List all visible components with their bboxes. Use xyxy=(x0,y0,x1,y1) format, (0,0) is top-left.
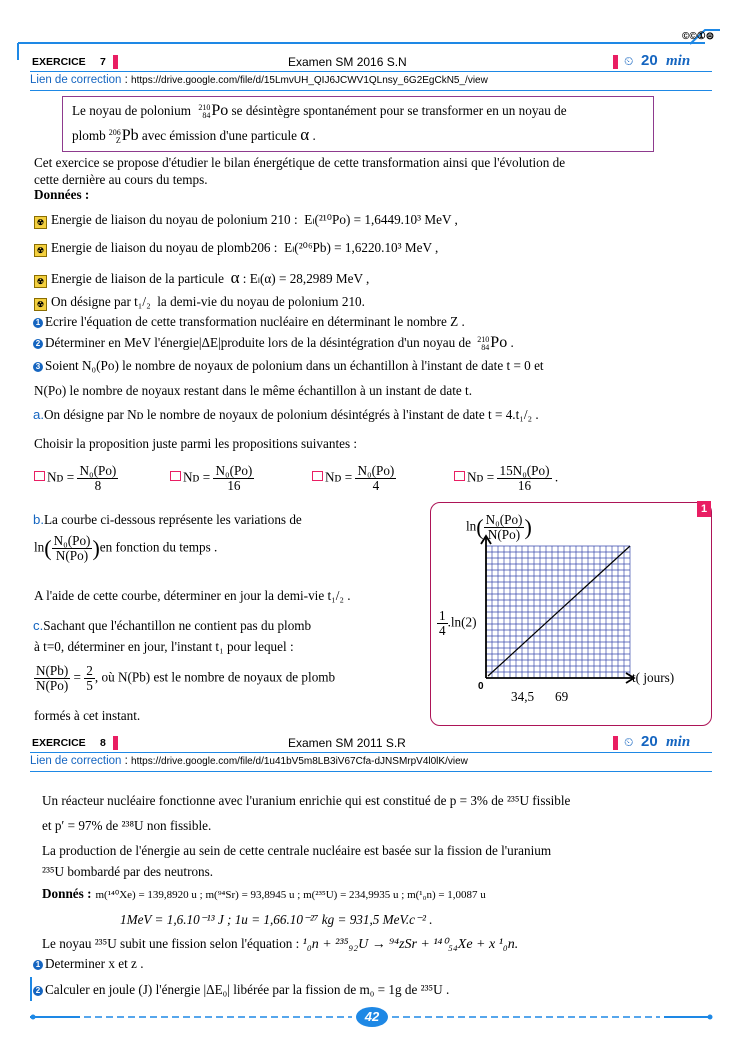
ex7-header xyxy=(30,54,712,72)
clock-icon: ⏲ xyxy=(624,54,634,68)
data-line-3: ☢ Energie de liaison de la particule α : Eₗ(α) = 28,2989 MeV , xyxy=(34,268,369,288)
link-url[interactable]: https://drive.google.com/file/d/15LmvUH_QIJ6JCWV1QLnsy_6G2EgCkN5_/view xyxy=(131,75,488,86)
ex8-question-2: 2 Calculer en joule (J) l'énergie |ΔE₀| libérée par la fission de m₀ = 1g de ²³⁵U . xyxy=(33,982,449,998)
ex8-header xyxy=(30,735,712,753)
ex7-correction-link[interactable]: Lien de correction : https://drive.google.com/file/d/15LmvUH_QIJ6JCWV1QLnsy_6G2EgCkN5_/view xyxy=(30,74,488,86)
clock-icon: ⏲ xyxy=(624,735,634,749)
proposition-d[interactable]: Nᴅ = $\frac{\text{15N₀(Po)}}{16}$ . xyxy=(454,464,558,493)
graph-y-label: ln( $\frac{\text{N₀(Po)}}{N(Po)}$ ) xyxy=(466,512,532,542)
ex7-tag: EXERCICE xyxy=(32,56,86,68)
ex7-question-c: c.Sachant que l'échantillon ne contient pas du plomb xyxy=(33,618,312,633)
ex7-divider xyxy=(30,90,712,91)
ratio-expression: $\frac{N(Pb)}{N(Po)}$ = $\frac{2}{5}$ , où N(Pb) est le nombre de noyaux de plomb xyxy=(36,663,336,693)
proposition-b[interactable]: Nᴅ = $\frac{\text{N₀(Po)}}{16}$ xyxy=(170,464,254,493)
ex7-para2: cette dernière au cours du temps. xyxy=(34,172,208,187)
graph-x-tick-1: 34,5 xyxy=(511,689,535,704)
radiation-icon: ☢ xyxy=(34,244,47,257)
graph-badge: 1 xyxy=(697,501,711,517)
page-number: 42 xyxy=(364,1009,380,1024)
ex7-choose: Choisir la proposition juste parmi les propositions suivantes : xyxy=(34,436,358,451)
data-line-1: ☢ Energie de liaison du noyau de polonium 210 : Eₗ(²¹⁰Po) = 1,6449.10³ MeV , xyxy=(34,212,458,229)
ex8-number: 8 xyxy=(100,737,106,749)
ex7-para1: Cet exercice se propose d'étudier le bilan énergétique de cette transformation ainsi que l'évolution de xyxy=(34,155,566,170)
question-bullet: 1 xyxy=(33,318,43,328)
ex7-question-1: 1 Ecrire l'équation de cette transformation nucléaire en déterminant le nombre Z . xyxy=(33,314,465,330)
ex7-time-marker xyxy=(613,55,618,69)
ex8-correction-link[interactable]: Lien de correction : https://drive.google.com/file/d/1u41bV5m8LB3iV67Cfa-dJNSMrpV4l0lK/view xyxy=(30,755,468,767)
question-bullet: 3 xyxy=(33,362,43,372)
data-line-2: ☢ Energie de liaison du noyau de plomb206 : Eₗ(²⁰⁶Pb) = 1,6220.10³ MeV , xyxy=(34,240,438,257)
link-url[interactable]: https://drive.google.com/file/d/1u41bV5m8LB3iV67Cfa-dJNSMrpV4l0lK/view xyxy=(131,756,468,767)
ex8-line3: La production de l'énergie au sein de cette centrale nucléaire est basée sur la fission de l'uranium xyxy=(42,843,552,858)
question-bullet: 2 xyxy=(33,339,43,349)
data-line-4: ☢ On désigne par t₁/₂ la demi-vie du noyau de polonium 210. xyxy=(34,294,365,311)
radiation-icon: ☢ xyxy=(34,216,47,229)
ex7-question-c4: formés à cet instant. xyxy=(34,708,141,723)
ex7-question-3a: 3 Soient N₀(Po) le nombre de noyaux de polonium dans un échantillon à l'instant de date t = 0 et xyxy=(33,358,544,374)
ex7-question-a: a.On désigne par Nᴅ le nombre de noyaux de polonium désintégrés à l'instant de date t = 4.t₁/₂ . xyxy=(33,407,539,422)
ex8-side-line xyxy=(30,977,32,1001)
link-label: Lien de correction xyxy=(30,74,122,86)
ex8-fission: Le noyau ²³⁵U subit une fission selon l'équation : ¹₀n + ²³⁵₉₂U → ⁹⁴zSr + ¹⁴⁰₅₄Xe + x ¹₀n. xyxy=(42,936,519,952)
ex8-time-marker xyxy=(613,736,618,750)
graph-origin: 0 xyxy=(478,681,484,692)
ex8-tag: EXERCICE xyxy=(32,737,86,749)
ex8-divider xyxy=(30,771,712,772)
ex7-question-3b: N(Po) le nombre de noyaux restant dans le même échantillon à un instant de date t. xyxy=(34,383,472,398)
ex8-units: 1MeV = 1,6.10⁻¹³ J ; 1u = 1,66.10⁻²⁷ kg = 931,5 MeV.c⁻² . xyxy=(120,912,433,927)
ex7-question-2: 2 Déterminer en MeV l'énergie|ΔE|produite lors de la désintégration d'un noyau de 210 84 Po . xyxy=(33,334,514,352)
top-border xyxy=(0,0,744,60)
radiation-icon: ☢ xyxy=(34,298,47,311)
ex8-time-unit: min xyxy=(666,734,691,750)
ex7-donnees: Données : xyxy=(34,187,90,202)
checkbox-c[interactable] xyxy=(312,471,323,481)
ex7-marker xyxy=(113,55,118,69)
link-label: Lien de correction xyxy=(30,755,122,767)
radiation-icon: ☢ xyxy=(34,275,47,288)
ex7-intro-line1: Le noyau de polonium 210 84 Po se désintègre spontanément pour se transformer en un noyau de xyxy=(72,102,567,120)
ex8-exam: Examen SM 2011 S.R xyxy=(288,736,406,750)
graph-x-label: t( jours) xyxy=(632,670,675,685)
ex8-question-1: 1 Determiner x et z . xyxy=(33,956,144,972)
ex7-exam: Examen SM 2016 S.N xyxy=(288,55,407,69)
ex7-question-b: b.La courbe ci-dessous représente les variations de xyxy=(33,512,302,527)
ex7-question-c2: à t=0, déterminer en jour, l'instant t₁ pour lequel : xyxy=(34,639,294,654)
graph-x-tick-2: 69 xyxy=(555,689,569,704)
proposition-a[interactable]: Nᴅ = $\frac{\text{N₀(Po)}}{8}$ xyxy=(34,464,118,493)
ex8-line2: et p′ = 97% de ²³⁸U non fissible. xyxy=(42,818,212,833)
question-bullet: 1 xyxy=(33,960,43,970)
proposition-c[interactable]: Nᴅ = $\frac{\text{N₀(Po)}}{4}$ xyxy=(312,464,396,493)
ex8-line1: Un réacteur nucléaire fonctionne avec l'uranium enrichie qui est constitué de p = 3% de ²³⁵U fissible xyxy=(42,793,571,808)
ex7-number: 7 xyxy=(100,56,106,68)
ex7-time-unit: min xyxy=(666,53,691,69)
ex8-marker xyxy=(113,736,118,750)
checkbox-b[interactable] xyxy=(170,471,181,481)
checkbox-a[interactable] xyxy=(34,471,45,481)
graph-y-tick: $\frac{1}{4}$ .ln(2) xyxy=(439,608,477,638)
ex8-donnees-line: Donnés : m(¹⁴⁰Xe) = 139,8920 u ; m(⁹⁴Sr) = 93,8945 u ; m(²³⁵U) = 234,9935 u ; m(¹₀n) = 1,0087 u xyxy=(42,886,486,901)
ex7-time: 20 xyxy=(641,52,658,69)
ex7-intro-line2: plomb 206 Z Pb avec émission d'une particule α . xyxy=(72,125,316,145)
ex8-time: 20 xyxy=(641,733,658,750)
question-bullet: 2 xyxy=(33,986,43,996)
checkbox-d[interactable] xyxy=(454,471,465,481)
license-icons: ©©①⊜ xyxy=(682,31,715,42)
ex7-question-b3: A l'aide de cette courbe, déterminer en jour la demi-vie t₁/₂ . xyxy=(34,588,351,603)
ln-expression: ln( $\frac{\text{N₀(Po)}}{N(Po)}$ )en fonction du temps . xyxy=(34,533,218,563)
data-line xyxy=(488,546,630,676)
half-life-graph xyxy=(476,530,656,690)
ex8-line4: ²³⁵U bombardé par des neutrons. xyxy=(42,864,214,879)
